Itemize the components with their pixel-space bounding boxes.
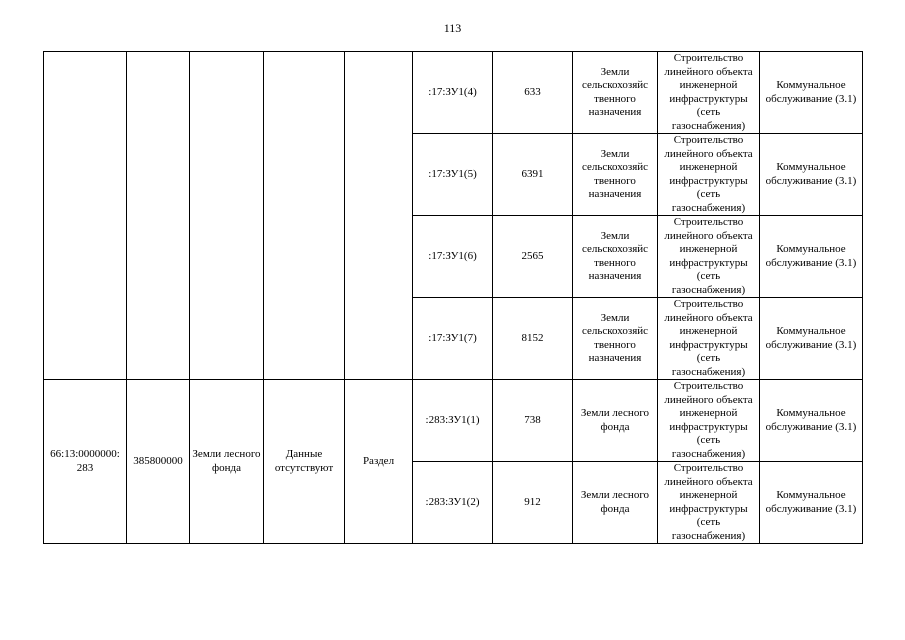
permitted-use-cell: Коммунальное обслуживание (3.1) <box>760 462 863 544</box>
plot-id-cell: :283:ЗУ1(2) <box>413 462 493 544</box>
land-category-cell: Земли лесного фонда <box>573 380 658 462</box>
plot-id-cell: :17:ЗУ1(7) <box>413 298 493 380</box>
plot-id-cell: :17:ЗУ1(4) <box>413 52 493 134</box>
cadastral-number-cell <box>44 52 127 380</box>
purpose-cell: Строительство линейного объекта инженерной инфраструктуры (сеть газоснабжения) <box>658 52 760 134</box>
total-area-cell: 385800000 <box>127 380 190 544</box>
plot-id-cell: :17:ЗУ1(5) <box>413 134 493 216</box>
purpose-cell: Строительство линейного объекта инженерной инфраструктуры (сеть газоснабжения) <box>658 380 760 462</box>
page-number: 113 <box>443 21 462 35</box>
land-category-cell: Земли сельскохозяйс твенного назначения <box>573 52 658 134</box>
purpose-cell: Строительство линейного объекта инженерной инфраструктуры (сеть газоснабжения) <box>658 462 760 544</box>
rights-cell <box>264 52 345 380</box>
plot-area-cell: 8152 <box>493 298 573 380</box>
land-category-cell: Земли сельскохозяйс твенного назначения <box>573 216 658 298</box>
cadastral-number-cell: 66:13:0000000: 283 <box>44 380 127 544</box>
plot-area-cell: 6391 <box>493 134 573 216</box>
permitted-use-cell: Коммунальное обслуживание (3.1) <box>760 298 863 380</box>
rights-cell: Данные отсутствуют <box>264 380 345 544</box>
permitted-use-cell: Коммунальное обслуживание (3.1) <box>760 52 863 134</box>
permitted-use-cell: Коммунальное обслуживание (3.1) <box>760 134 863 216</box>
purpose-cell: Строительство линейного объекта инженерной инфраструктуры (сеть газоснабжения) <box>658 134 760 216</box>
category-cell <box>190 52 264 380</box>
plot-id-cell: :17:ЗУ1(6) <box>413 216 493 298</box>
plot-area-cell: 738 <box>493 380 573 462</box>
action-cell <box>345 52 413 380</box>
permitted-use-cell: Коммунальное обслуживание (3.1) <box>760 216 863 298</box>
land-category-cell: Земли сельскохозяйс твенного назначения <box>573 134 658 216</box>
plot-area-cell: 633 <box>493 52 573 134</box>
land-category-cell: Земли сельскохозяйс твенного назначения <box>573 298 658 380</box>
land-category-cell: Земли лесного фонда <box>573 462 658 544</box>
plot-id-cell: :283:ЗУ1(1) <box>413 380 493 462</box>
permitted-use-cell: Коммунальное обслуживание (3.1) <box>760 380 863 462</box>
total-area-cell <box>127 52 190 380</box>
table-row <box>44 380 863 462</box>
action-cell: Раздел <box>345 380 413 544</box>
table-row <box>44 52 863 134</box>
category-cell: Земли лесного фонда <box>190 380 264 544</box>
plot-area-cell: 912 <box>493 462 573 544</box>
plot-area-cell: 2565 <box>493 216 573 298</box>
purpose-cell: Строительство линейного объекта инженерной инфраструктуры (сеть газоснабжения) <box>658 216 760 298</box>
land-plots-table <box>43 51 863 544</box>
purpose-cell: Строительство линейного объекта инженерной инфраструктуры (сеть газоснабжения) <box>658 298 760 380</box>
